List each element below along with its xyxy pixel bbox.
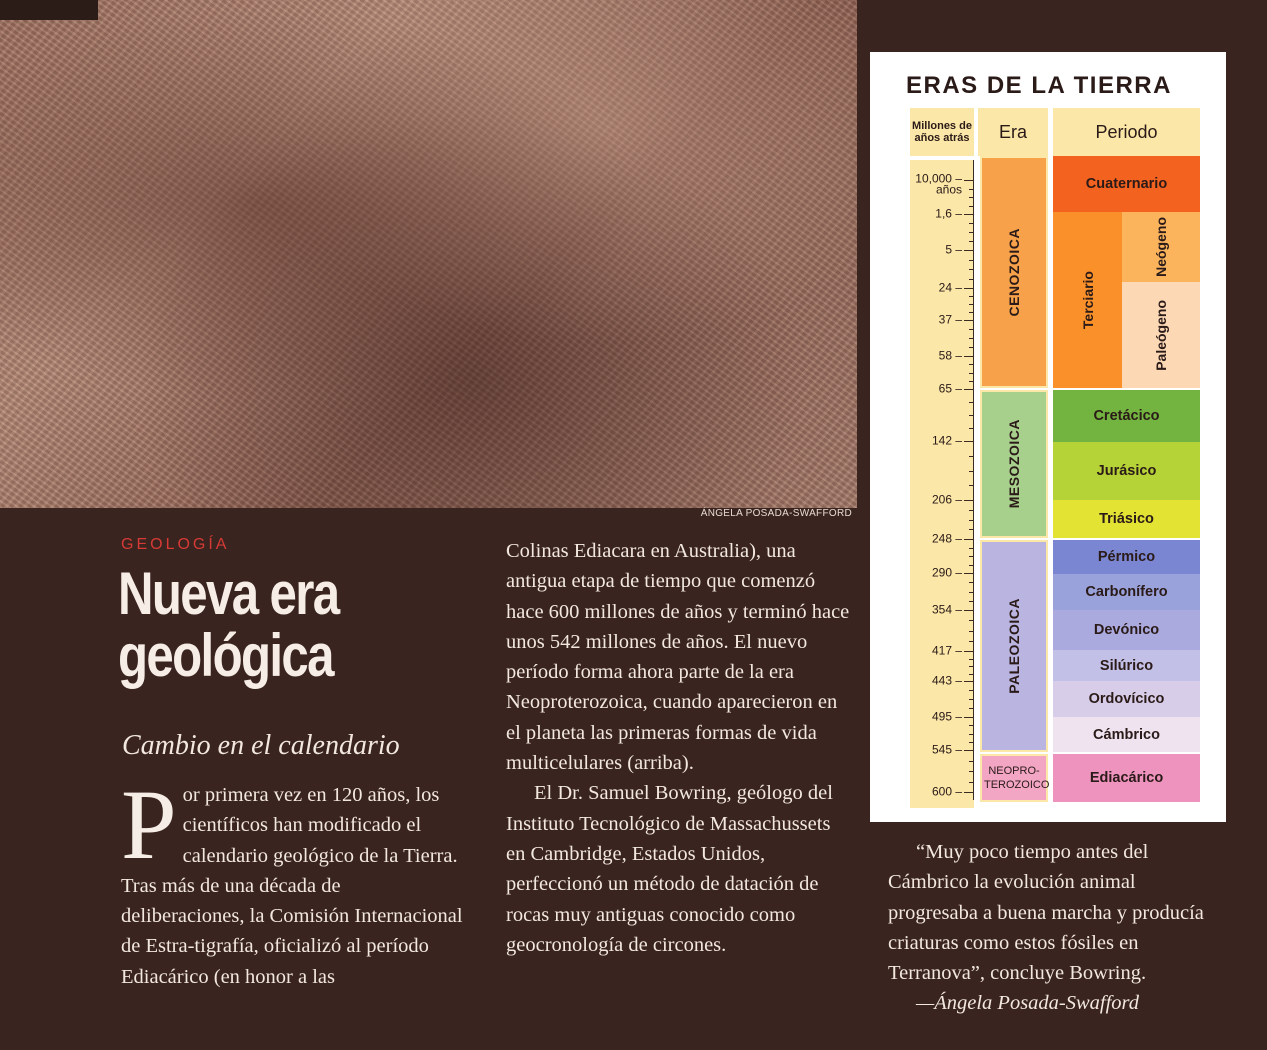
geologic-timescale-chart [910,108,1200,808]
scale-minor-tick [969,296,974,297]
scale-minor-tick [969,529,974,530]
photo-corner-tab [0,0,98,20]
scale-minor-tick [969,699,974,700]
scale-tick [964,500,974,501]
drop-cap: P [121,769,177,880]
article-deck: Cambio en el calendario [122,730,400,761]
period-paleogeno-label: Paleógeno [1153,299,1169,371]
scale-minor-tick [969,659,974,660]
period-ediacarico [1053,754,1200,802]
scale-tick-label: 24 – [938,280,962,295]
scale-minor-tick [969,565,974,566]
scale-minor-tick [969,510,974,511]
photo-credit: ÁNGELA POSADA-SWAFFORD [700,508,852,519]
scale-tick [964,288,974,289]
scale-minor-tick [969,690,974,691]
scale-minor-tick [969,364,974,365]
scale-minor-tick [969,312,974,313]
scale-tick-label: 417 – [931,643,962,658]
scale-tick-label: 37 – [938,312,962,327]
era-neoproterozoico-label: NEOPRO-TEROZOICO [984,765,1050,791]
time-scale [910,160,974,808]
scale-tick-label: 65 – [938,381,962,396]
scale-minor-tick [969,189,974,190]
scale-minor-tick [969,269,974,270]
period-triasico-label: Triásico [1099,511,1154,527]
fossil-photo [0,0,857,508]
period-cuaternario-label: Cuaternario [1085,176,1168,192]
scale-minor-tick [969,708,974,709]
period-silurico-label: Silúrico [1099,657,1154,674]
scale-minor-tick [969,456,974,457]
scale-minor-tick [969,548,974,549]
era-mesozoica [980,390,1048,538]
section-kicker: GEOLOGÍA [121,536,230,553]
era-paleozoica [980,540,1048,752]
scale-tick [964,320,974,321]
period-terciario [1053,212,1122,388]
scale-tick-label: 206 – [931,492,962,507]
scale-tick [964,539,974,540]
scale-axis [973,160,974,800]
period-permico-label: Pérmico [1097,549,1156,565]
scale-tick-label: 354 – [931,602,962,617]
period-cambrico [1053,717,1200,752]
scale-minor-tick [969,232,974,233]
body-column-2 [506,536,851,960]
scale-minor-tick [969,592,974,593]
period-terciario-label: Terciario [1079,270,1096,330]
scale-minor-tick [969,415,974,416]
headline-line-1: Nueva era [118,560,339,627]
quote-text: “Muy poco tiempo antes del Cámbrico la evolución animal progresaba a buena marcha y producía criaturas como estos fósiles en Terranova”, concluye Bowring. [888,841,1204,985]
scale-minor-tick [969,471,974,472]
period-silurico [1053,650,1200,681]
period-ordovicico [1053,681,1200,717]
period-permico [1053,540,1200,574]
scale-minor-tick [969,601,974,602]
author-signature: —Ángela Posada-Swafford [916,992,1140,1015]
scale-tick-label: 58 – [938,348,962,363]
era-cenozoica [980,156,1048,388]
period-jurasico [1053,442,1200,500]
period-triasico [1053,500,1200,538]
scale-tick [964,750,974,751]
period-devonico-label: Devónico [1093,622,1160,638]
header-millions-of-years: Millones de años atrás [910,108,974,156]
scale-tick-label: 142 – [931,433,962,448]
header-period: Periodo [1053,108,1200,156]
scale-tick [964,441,974,442]
headline-line-2: geológica [118,622,333,689]
scale-tick-label: 248 – [931,531,962,546]
scale-minor-tick [969,373,974,374]
scale-minor-tick [969,206,974,207]
scale-tick [964,356,974,357]
body-column-1 [121,769,466,992]
scale-minor-tick [969,241,974,242]
period-cretacico-label: Cretácico [1093,408,1160,424]
scale-tick [964,610,974,611]
scale-tick [964,651,974,652]
period-neogeno-label: Neógeno [1153,217,1169,277]
scale-tick [964,681,974,682]
era-paleozoica-label: PALEOZOICA [1006,598,1022,694]
scale-minor-tick [969,674,974,675]
scale-minor-tick [969,620,974,621]
period-carbonifero [1053,574,1200,610]
scale-minor-tick [969,279,974,280]
scale-minor-tick [969,631,974,632]
scale-tick [964,389,974,390]
scale-minor-tick [969,734,974,735]
scale-tick-label: 5 – [945,242,962,257]
scale-minor-tick [969,556,974,557]
scale-minor-tick [969,520,974,521]
article-headline [118,560,421,689]
body-paragraph-3: El Dr. Samuel Bowring, geólogo del Instituto Tecnológico de Massachussets en Cambridge, Estados Unidos, perfeccionó un método de datación de rocas muy antiguas conocido como geocronología de circones. [506,782,833,956]
scale-tick [964,214,974,215]
scale-minor-tick [969,329,974,330]
header-era: Era [978,108,1048,156]
scale-minor-tick [969,782,974,783]
scale-tick-label: 10,000 – años [915,171,962,197]
period-ediacarico-label: Ediacárico [1089,770,1164,786]
scale-minor-tick [969,304,974,305]
scale-tick-label: 545 – [931,742,962,757]
scale-tick-label: 1,6 – [935,206,962,221]
scale-minor-tick [969,260,974,261]
scale-minor-tick [969,725,974,726]
scale-minor-tick [969,338,974,339]
scale-minor-tick [969,223,974,224]
era-neoproterozoico [980,754,1048,802]
scale-tick [964,180,974,181]
scale-minor-tick [969,771,974,772]
scale-minor-tick [969,381,974,382]
era-cenozoica-label: CENOZOICA [1006,227,1022,317]
scale-tick [964,573,974,574]
scale-tick [964,250,974,251]
period-paleogeno [1122,282,1200,388]
scale-tick-label: 443 – [931,673,962,688]
scale-minor-tick [969,347,974,348]
scale-tick [964,792,974,793]
closing-quote [888,837,1228,1019]
period-cuaternario [1053,156,1200,212]
scale-minor-tick [969,666,974,667]
scale-tick [964,717,974,718]
scale-tick-label: 600 – [931,784,962,799]
scale-tick-label: 495 – [931,709,962,724]
scale-minor-tick [969,761,974,762]
body-paragraph-2: Colinas Ediacara en Australia), una antigua etapa de tiempo que comenzó hace 600 millones de años y terminó hace unos 542 millones de años. El nuevo período forma ahora parte de la era Neoproterozoica, cuando aparecieron en el planeta las primeras formas de vida multicelulares (arriba). [506,540,850,775]
period-ordovicico-label: Ordovícico [1088,691,1165,707]
scale-tick-label: 290 – [931,565,962,580]
period-cambrico-label: Cámbrico [1093,726,1160,743]
scale-minor-tick [969,742,974,743]
body-paragraph-1: or primera vez en 120 años, los científicos han modificado el calendario geológico de la Tierra. Tras más de una década de deliberaciones, la Comisión Internacional de Estra-tigrafía, oficializó al período Ediacárico (en honor a las [121,784,463,988]
period-jurasico-label: Jurásico [1096,463,1157,479]
scale-minor-tick [969,641,974,642]
scale-minor-tick [969,197,974,198]
era-mesozoica-label: MESOZOICA [1006,419,1022,509]
period-neogeno [1122,212,1200,282]
period-devonico [1053,610,1200,650]
scale-minor-tick [969,402,974,403]
period-carbonifero-label: Carbonífero [1085,584,1168,600]
scale-minor-tick [969,485,974,486]
scale-minor-tick [969,582,974,583]
chart-title: ERAS DE LA TIERRA [906,72,1172,99]
period-cretacico [1053,390,1200,442]
scale-minor-tick [969,428,974,429]
